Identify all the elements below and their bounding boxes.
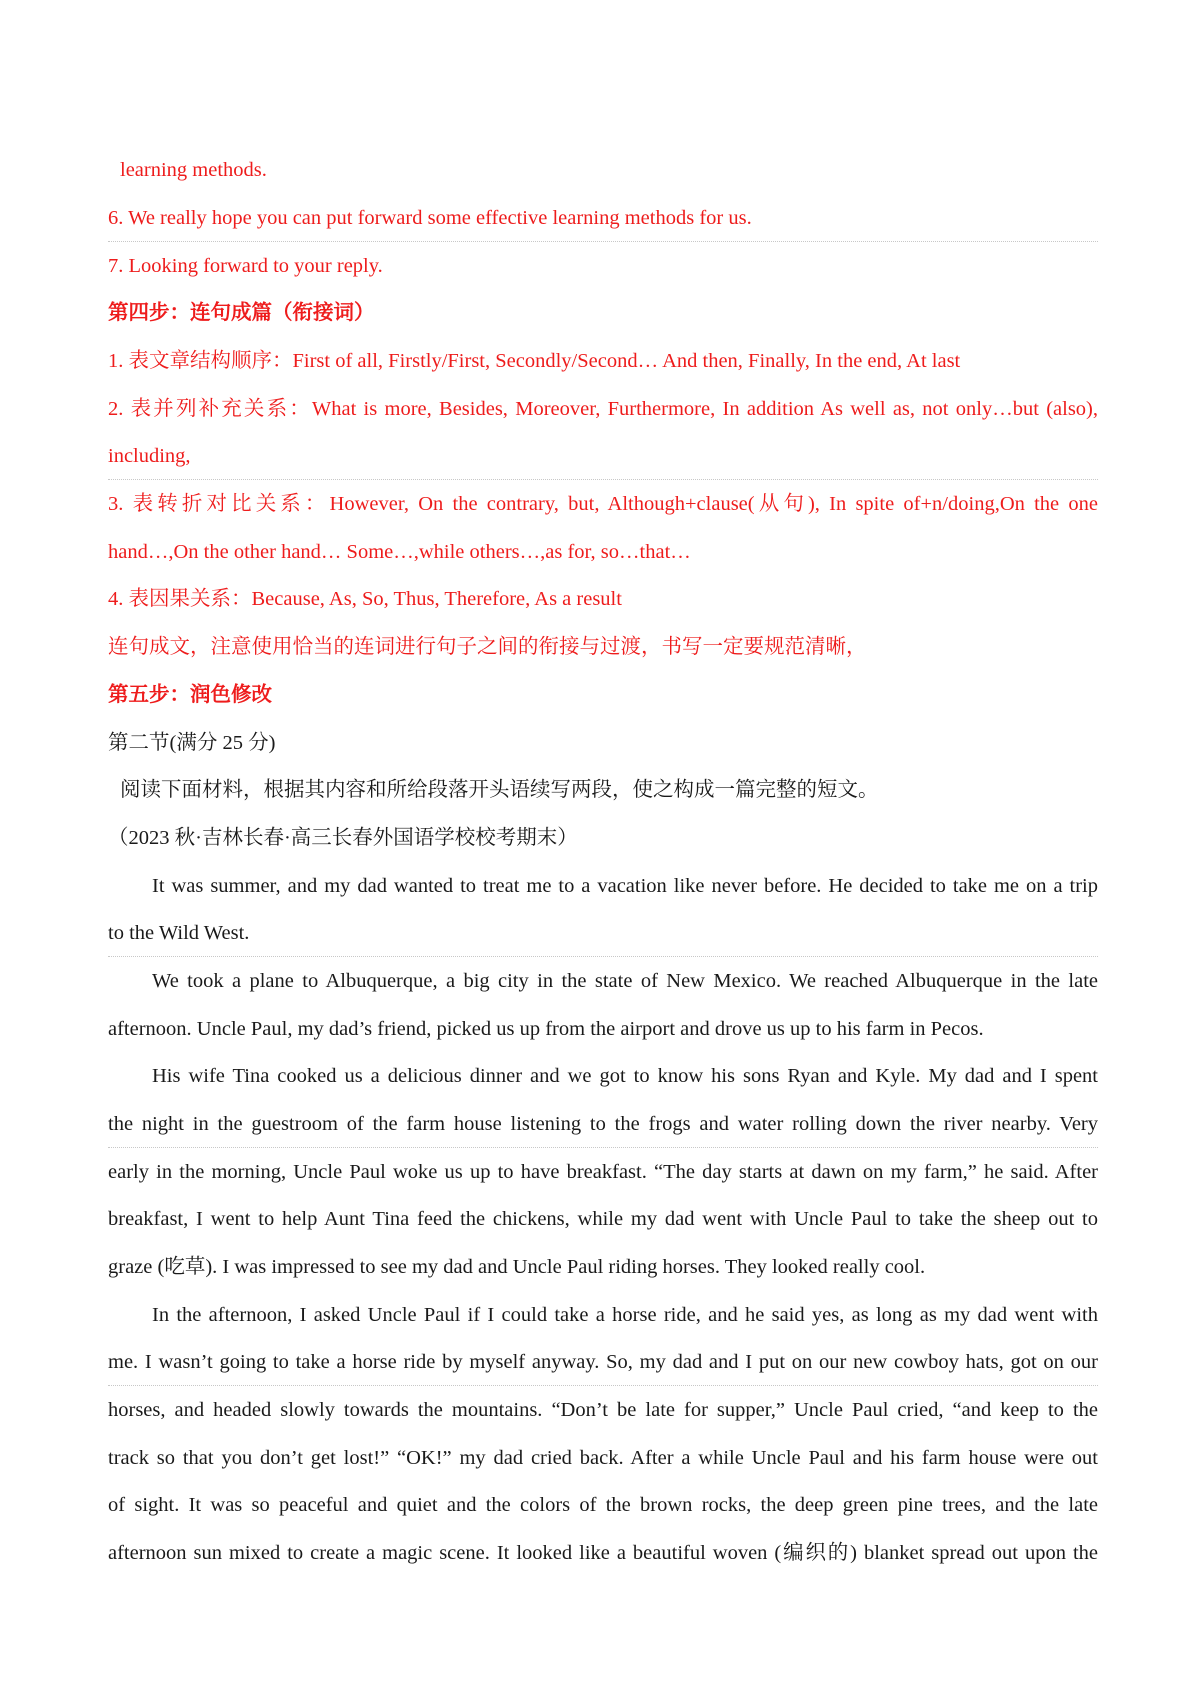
connector-item-3: 3. 表转折对比关系：However, On the contrary, but, Although+clause(从句), In spite of+n/doing,On the one xyxy=(108,493,1098,515)
dotted-divider xyxy=(108,241,1098,242)
story-paragraph-3-line-4: breakfast, I went to help Aunt Tina feed the chickens, while my dad went with Uncle Paul to take the sheep out to xyxy=(108,1208,1098,1230)
step-four-heading: 第四步：连句成篇（衔接词） xyxy=(108,302,375,324)
story-paragraph-3-line-3: early in the morning, Uncle Paul woke us up to have breakfast. “The day starts at dawn on my farm,” he said. After xyxy=(108,1161,1098,1183)
dotted-divider xyxy=(108,956,1098,957)
story-paragraph-2-cont: afternoon. Uncle Paul, my dad’s friend, picked us up from the airport and drove us up to his farm in Pecos. xyxy=(108,1018,984,1040)
story-paragraph-4-line-2: me. I wasn’t going to take a horse ride by myself anyway. So, my dad and I put on our new cowboy hats, got on our xyxy=(108,1351,1098,1373)
connector-item-1: 1. 表文章结构顺序：First of all, Firstly/First, Secondly/Second… And then, Finally, In the end, At last xyxy=(108,350,961,372)
story-paragraph-4-line-6: afternoon sun mixed to create a magic scene. It looked like a beautiful woven (编织的) blanket spread out upon the xyxy=(108,1542,1098,1564)
connector-item-2-cont: including, xyxy=(108,445,191,467)
dotted-divider xyxy=(108,479,1098,480)
story-paragraph-4-line-4: track so that you don’t get lost!” “OK!” my dad cried back. After a while Uncle Paul and his farm house were out xyxy=(108,1447,1098,1469)
connector-item-3-cont: hand…,On the other hand… Some…,while others…,as for, so…that… xyxy=(108,541,691,563)
dotted-divider xyxy=(108,1147,1098,1148)
story-paragraph-2: We took a plane to Albuquerque, a big city in the state of New Mexico. We reached Albuquerque in the late xyxy=(152,970,1098,992)
section-title: 第二节(满分 25 分) xyxy=(108,732,276,754)
story-paragraph-4: In the afternoon, I asked Uncle Paul if I could take a horse ride, and he said yes, as long as my dad went with xyxy=(152,1304,1098,1326)
answer-line-6: 6. We really hope you can put forward some effective learning methods for us. xyxy=(108,207,752,229)
instructions: 阅读下面材料，根据其内容和所给段落开头语续写两段，使之构成一篇完整的短文。 xyxy=(120,779,879,801)
connector-item-2: 2. 表并列补充关系：What is more, Besides, Moreover, Furthermore, In addition As well as, not only…but (also), xyxy=(108,398,1098,420)
answer-line-continued: learning methods. xyxy=(120,159,267,181)
story-paragraph-3-line-5: graze (吃草). I was impressed to see my dad and Uncle Paul riding horses. They looked really cool. xyxy=(108,1256,926,1278)
story-paragraph-3: His wife Tina cooked us a delicious dinner and we got to know his sons Ryan and Kyle. My dad and I spent xyxy=(152,1065,1098,1087)
connector-item-4: 4. 表因果关系：Because, As, So, Thus, Therefore, As a result xyxy=(108,588,622,610)
connector-note: 连句成文，注意使用恰当的连词进行句子之间的衔接与过渡，书写一定要规范清晰， xyxy=(108,636,867,658)
story-paragraph-4-line-3: horses, and headed slowly towards the mountains. “Don’t be late for supper,” Uncle Paul cried, “and keep to the xyxy=(108,1399,1098,1421)
story-paragraph-4-line-5: of sight. It was so peaceful and quiet and the colors of the brown rocks, the deep green pine trees, and the late xyxy=(108,1494,1098,1516)
dotted-divider xyxy=(108,1385,1098,1386)
answer-line-7: 7. Looking forward to your reply. xyxy=(108,255,383,277)
story-paragraph-1-cont: to the Wild West. xyxy=(108,922,250,944)
story-paragraph-3-line-2: the night in the guestroom of the farm house listening to the frogs and water rolling down the river nearby. Very xyxy=(108,1113,1098,1135)
story-paragraph-1: It was summer, and my dad wanted to treat me to a vacation like never before. He decided to take me on a trip xyxy=(152,875,1098,897)
source-note: （2023 秋·吉林长春·高三长春外国语学校校考期末） xyxy=(108,827,578,849)
step-five-heading: 第五步：润色修改 xyxy=(108,684,272,706)
